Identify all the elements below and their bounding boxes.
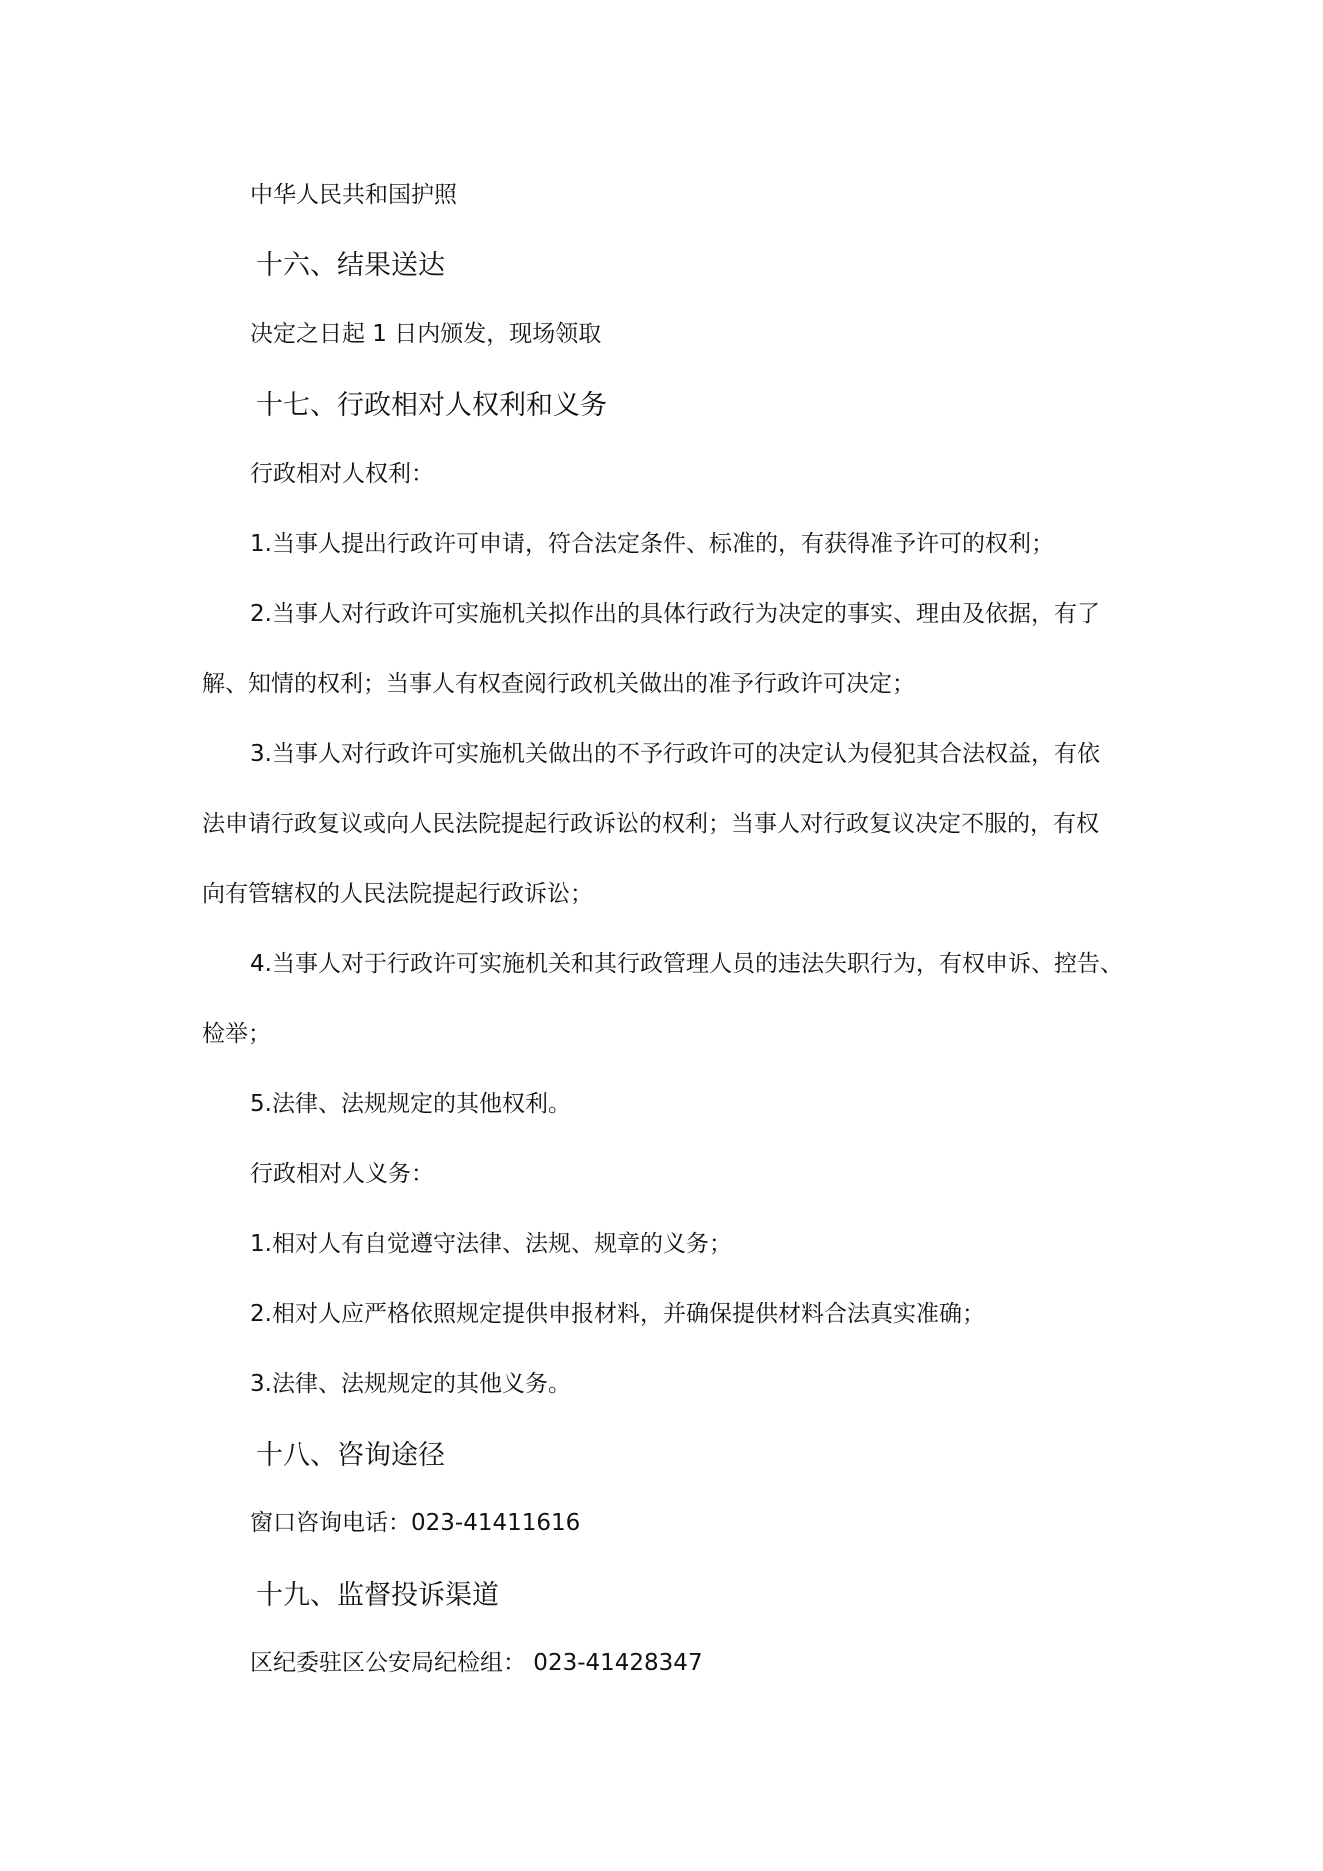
right-item-4-line-1: 4.当事人对于行政许可实施机关和其行政管理人员的违法失职行为，有权申诉、控告、 <box>250 951 1123 977</box>
section-16-heading: 十六、结果送达 <box>256 250 445 281</box>
passport-name-text: 中华人民共和国护照 <box>250 182 457 208</box>
right-item-3-line-3: 向有管辖权的人民法院提起行政诉讼； <box>202 881 593 907</box>
complaint-channel-text: 区纪委驻区公安局纪检组： 023-41428347 <box>250 1650 703 1676</box>
obligation-item-2: 2.相对人应严格依照规定提供申报材料，并确保提供材料合法真实准确； <box>250 1301 985 1327</box>
section-19-heading: 十九、监督投诉渠道 <box>256 1580 499 1611</box>
right-item-3-line-1: 3.当事人对行政许可实施机关做出的不予行政许可的决定认为侵犯其合法权益，有依 <box>250 741 1100 767</box>
obligations-title: 行政相对人义务： <box>250 1161 434 1187</box>
result-delivery-text: 决定之日起 1 日内颁发，现场领取 <box>250 321 602 347</box>
obligation-item-3: 3.法律、法规规定的其他义务。 <box>250 1371 571 1397</box>
consultation-phone-text: 窗口咨询电话：023-41411616 <box>250 1510 581 1536</box>
section-17-heading: 十七、行政相对人权利和义务 <box>256 390 607 421</box>
section-18-heading: 十八、咨询途径 <box>256 1440 445 1471</box>
right-item-4-line-2: 检举； <box>202 1021 271 1047</box>
right-item-2-line-1: 2.当事人对行政许可实施机关拟作出的具体行政行为决定的事实、理由及依据，有了 <box>250 601 1100 627</box>
right-item-3-line-2: 法申请行政复议或向人民法院提起行政诉讼的权利；当事人对行政复议决定不服的，有权 <box>202 811 1099 837</box>
rights-title: 行政相对人权利： <box>250 461 434 487</box>
right-item-2-line-2: 解、知情的权利；当事人有权查阅行政机关做出的准予行政许可决定； <box>202 671 915 697</box>
right-item-5: 5.法律、法规规定的其他权利。 <box>250 1091 571 1117</box>
obligation-item-1: 1.相对人有自觉遵守法律、法规、规章的义务； <box>250 1231 732 1257</box>
right-item-1: 1.当事人提出行政许可申请，符合法定条件、标准的，有获得准予许可的权利； <box>250 531 1054 557</box>
